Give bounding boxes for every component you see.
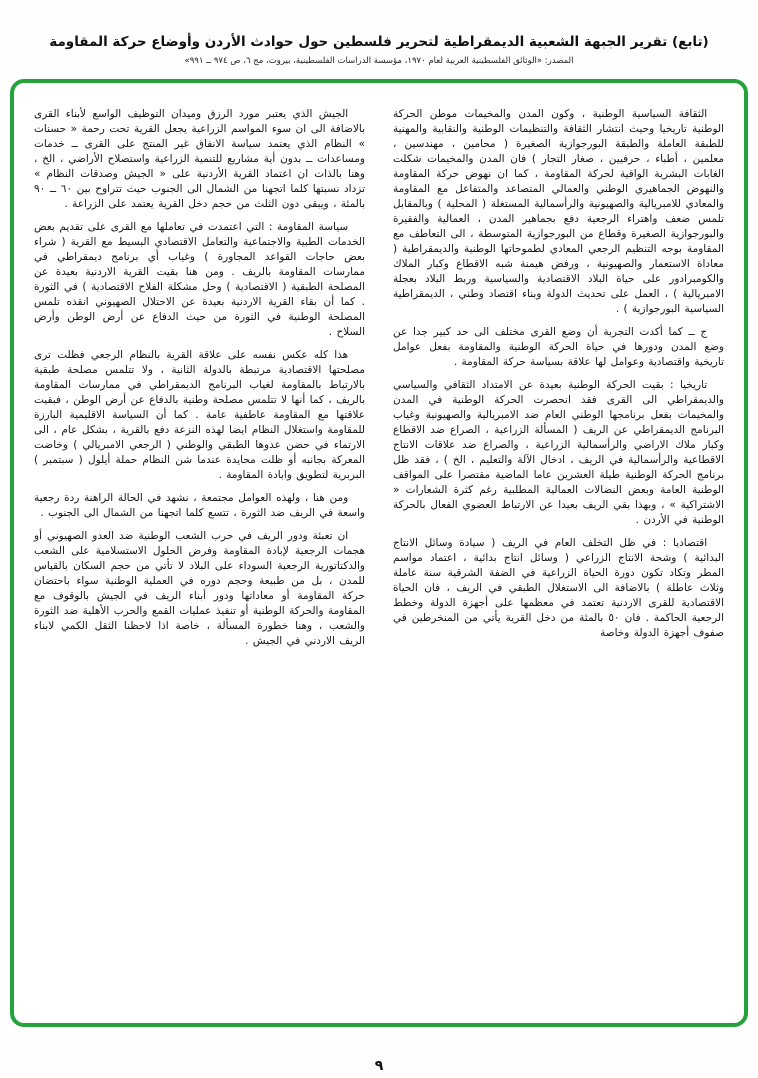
- paragraph: سياسة المقاومة : التي اعتمدت في تعاملها مع القرى على تقديم بعض الخدمات الطبية والاجتماعية والتعامل الاقتصادي البسيط مع القرية ( شراء بعض حاجات القواعد المجاورة ) وغياب أي برنامج ديمقراطي في ممارسات المقاومة بالريف . ومن هنا بقيت القرية الاردنية بعيدة عن المصلحة الطبقية ( الاقتصادية ) وحل مشكلة الفلاح الاقتصادية ) في الثورة . كما أن بقاء القرية الاردنية بعيدة عن الاحتلال الصهيوني انقذه تلمس المصلحة الوطنية في الثورة من حيث الدفاع عن أرض الوطن وأرض السلاح .: [34, 221, 365, 338]
- document-header: [0, 0, 758, 66]
- column-left: [34, 107, 365, 1003]
- two-column-text: [34, 107, 724, 1003]
- paragraph: اقتصاديا : في ظل التخلف العام في الريف ( سيادة وسائل الانتاج البدائية ) وشحة الانتاج الزراعي ( وسائل انتاج بدائية ، اعتماد مواسم المطر وتكاد تكون دورة الحياة الزراعية في الضفة الشرقية سنة عاملة وثلاث عاطلة ) بالاضافة الى الاستغلال الطبقي في الريف ، فان الحياة الاقتصادية للقرى الاردنية تعتمد في معظمها على أجهزة الدولة وخطط الرجعية الحاكمة . فان ٥٠ بالمئة من دخل القرية يأتي من المنخرطين في صفوف أجهزة الدولة وخاصة: [393, 537, 724, 639]
- paragraph: ان تعبئة ودور الريف في حرب الشعب الوطنية ضد العدو الصهيوني أو هجمات الرجعية لإبادة المقاومة وفرض الحلول الاستسلامية على الشعب والدكتاتورية الرجعية السوداء على البلاد لا تأتي من حجم السكان بالقياس للمدن ، بل من طبيعة وحجم دوره في العملية الوطنية سواء باحتضان حركة المقاومة أو معاداتها ودور أبناء الريف في الجيش بالوقوف مع المقاومة والحركة الوطنية أو تنفيذ عمليات القمع والحرب الأهلية ضد الثورة والشعب ، وهنا خطورة المسألة ، خاصة اذا لاحظنا الثقل الكمي لابناء الريف الاردني في الجيش .: [34, 530, 365, 647]
- paragraph: ومن هنا ، ولهذه العوامل مجتمعة ، نشهد في الحالة الراهنة ردة رجعية واسعة في الريف ضد الثورة ، تتسع كلما اتجهنا من الشمال الى الجنوب .: [34, 492, 365, 519]
- paragraph: الثقافة السياسية الوطنية ، وكون المدن والمخيمات موطن الحركة الوطنية تاريخيا وحيث انتشار الثقافة والتنظيمات الوطنية والنقابية والمهنية للطبقة العاملة والطبقة البورجوازية الصغيرة ( محامين ، مهندسين ، معلمين ، أطباء ، حرفيين ، صغار التجار ) فان المدن والمخيمات شكلت الغابات البشرية الواقية لحركة المقاومة ، كما ان نهوض حركة المقاومة والنهوض الجماهيري الوطني والعمالي المتصاعد والمتفاعل مع المقاومة والمعادي للامبريالية والصهيونية والرأسمالية المستغلة ( المحلية ) وبالمقابل تلمس ضعف واهتراء الرجعية دفع بجماهير المدن ، العمالية والفقيرة والبورجوازية الصغيرة وقطاع من البورجوازية المتوسطة ، الى التعاطف مع المقاومة بوجه التنظيم الرجعي المعادي لطموحاتها الوطنية والديمقراطية ( معاداة الاستعمار والصهيونية ، ورفض هيمنة شبه الاقطاع وكبار الملاك والكومبرادور على حياة البلاد الاقتصادية والسياسية وربط البلاد بعجلة الامبريالية ) ، العمل على تحديث الدولة وبناء اقتصاد وطني ، الديمقراطية السياسية البورجوازية ) .: [393, 108, 724, 315]
- column-right: [393, 107, 724, 1003]
- document-title: (تابع) تقرير الجبهة الشعبية الديمقراطية لتحرير فلسطين حول حوادث الأردن وأوضاع حركة المقاومة: [49, 34, 709, 50]
- source-line: المصدر: «الوثائق الفلسطينية العربية لعام ١٩٧٠، مؤسسة الدراسات الفلسطينية، بيروت، مج ٦، ص ٩٧٤ ــ ٩٩١»: [184, 56, 574, 66]
- content-frame: [10, 79, 748, 1027]
- paragraph: تاريخيا : بقيت الحركة الوطنية بعيدة عن الامتداد الثقافي والسياسي والديمقراطي الى القرى فقد انحصرت الحركة الوطنية في المدن والمخيمات بفعل برنامجها الوطني العام ضد الامبريالية والصهيونية وغياب البرنامج الديمقراطي عن الريف ( المسألة الزراعية ، الصراع ضد الاقطاع وكبار ملاك الاراضي والرأسمالية الزراعية ، والصراع ضد علاقات الانتاج الاقطاعية والرأسمالية في الريف ، ادخال الآلة والتعليم ، الخ ) ، فقد ظل برنامج الحركة الوطنية طيلة العشرين عاما الماضية مقتصرا على المواقف الوطنية العامة وبعض النضالات العمالية المطلبية رغم كثرة الشعارات « الاشتراكية » ، وبهذا بقي الريف بعيدا عن الارتباط العضوي الفعال بالحركة الوطنية في الأردن .: [393, 379, 724, 526]
- paragraph: هذا كله عكس نفسه على علاقة القرية بالنظام الرجعي فظلت ترى مصلحتها الاقتصادية مرتبطة بالدولة الثانية ، ولا تتلمس مصلحة طبقية بالارتباط بالمقاومة لغياب البرنامج الديمقراطي في ممارسات المقاومة بالريف ، كما أنها لا تتلمس مصلحة وطنية بالدفاع عن أرض الوطن ، فبقيت علاقتها مع المقاومة عاطفية عامة . كما أن السياسة الاقليمية البارزة للمقاومة واستغلال النظام ايضا لهذه النزعة دفع بالقرية ، بشكل عام ، الى الارتماء في حضن عدوها الطبقي والوطني ( الرجعي الامبريالي ) وخاضت المعركة بجانبه أو ظلت محايدة عندما شن النظام حملة أيلول ( سبتمبر ) البربرية لتطويق وابادة المقاومة .: [34, 349, 365, 481]
- page-number: ٩: [374, 1058, 384, 1074]
- paragraph: الجيش الذي يعتبر مورد الرزق وميدان التوظيف الواسع لأبناء القرى بالاضافة الى ان سوء المواسم الزراعية يجعل القرية تحت رحمة « حسنات » النظام الذي يعتمد سياسة الانفاق غير المنتج على القرى ــ خدمات ومساعدات ــ بدون أية مشاريع للتنمية الزراعية واستصلاح الأراضي ، الخ ، وهنا بالذات ان اعتماد القرية الأردنية على « الجيش وصدقات النظام » تزداد نسبتها كلما اتجهنا من الشمال الى الجنوب حيث تتراوح بين ٦٠ ــ ٩٠ بالمئة ، ويبقى دون الثلث من حجم دخل القرية يعتمد على الزراعة .: [34, 108, 365, 210]
- paragraph: ج ــ كما أكدت التجربة أن وضع القرى مختلف الى حد كبير جدا عن وضع المدن ودورها في حياة الحركة الوطنية والمقاومة بفعل عوامل تاريخية واقتصادية وعوامل لها علاقة بسياسة حركة المقاومة .: [393, 326, 724, 368]
